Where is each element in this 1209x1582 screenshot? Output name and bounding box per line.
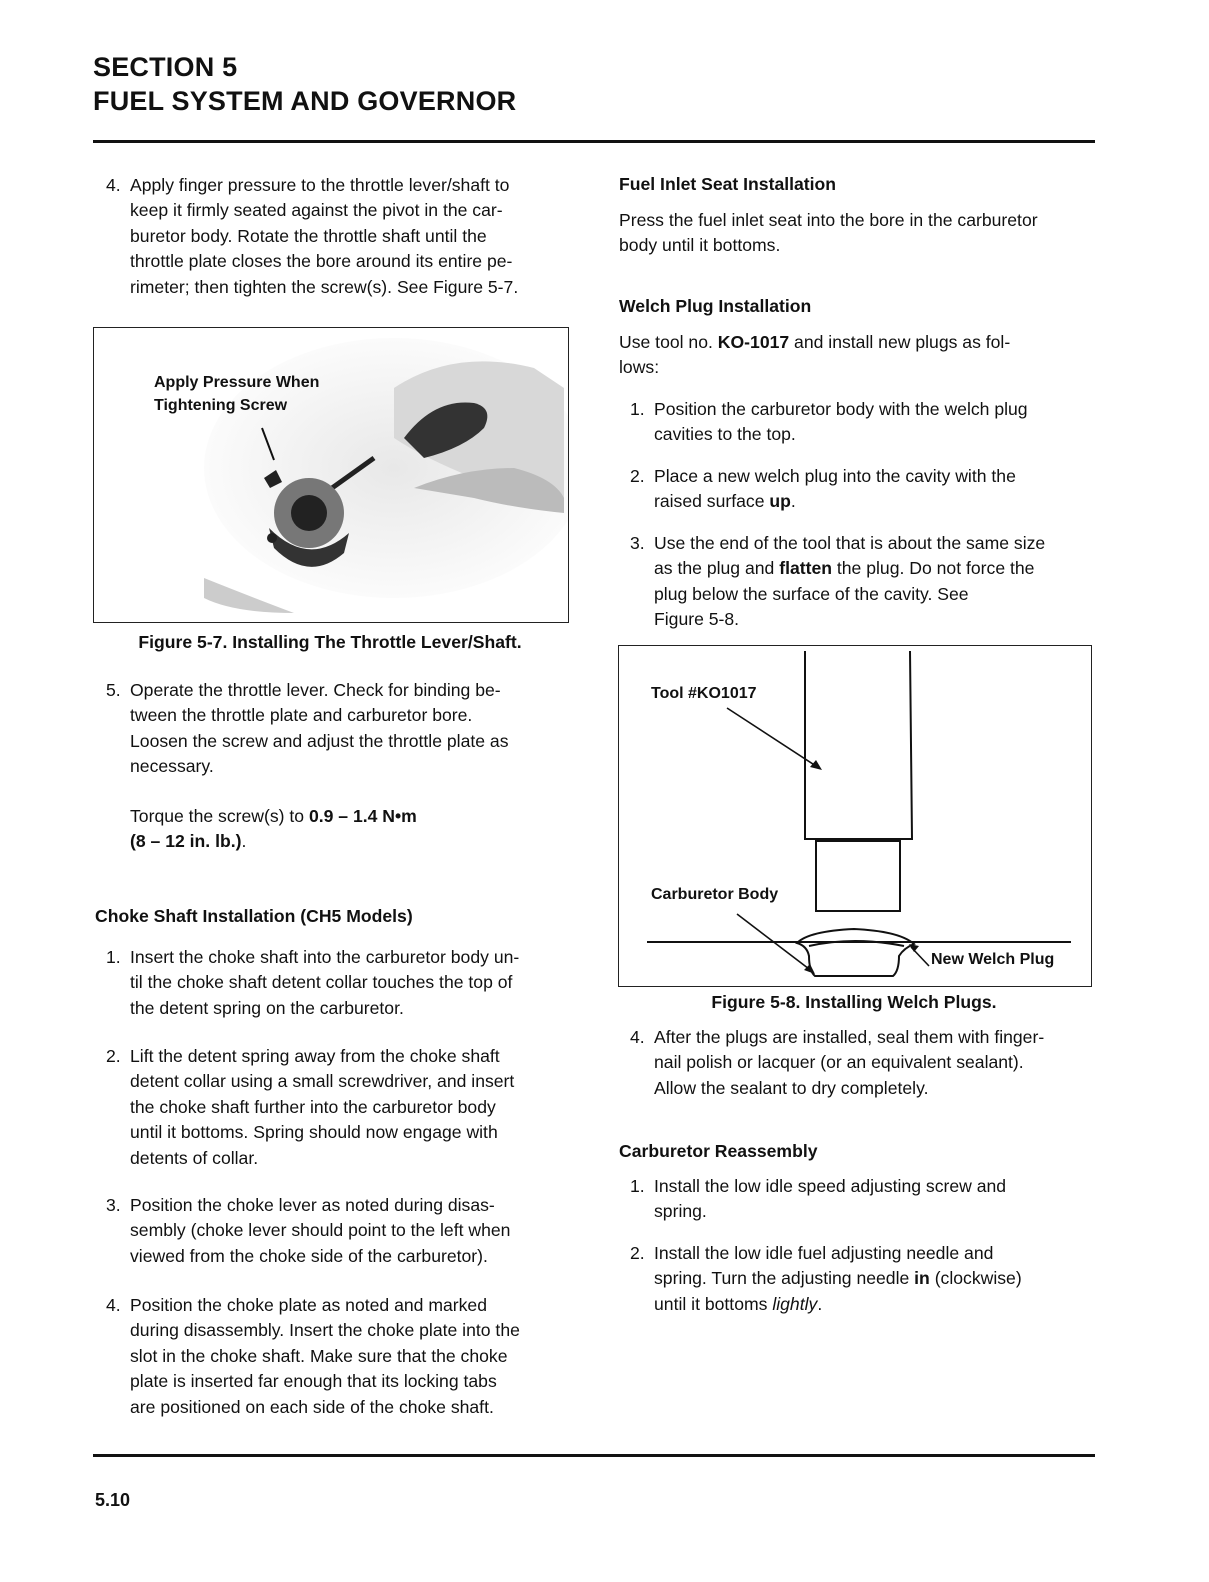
text: . [790,491,796,512]
text: and install new plugs as fol- [789,332,1011,352]
step-number: 1. [630,1176,645,1196]
text-line: Install the low idle speed adjusting screw and [654,1176,1007,1196]
text-line: detents of collar. [130,1147,259,1168]
text-line: tween the throttle plate and carburetor bore. [130,705,473,726]
tool-number: KO-1017 [717,332,790,352]
text-line: Lift the detent spring away from the choke shaft [130,1046,500,1066]
text-line: spring. [654,1201,707,1222]
step-number: 4. [106,1295,121,1315]
figure-5-8-caption: Figure 5-8. Installing Welch Plugs. [711,992,997,1012]
text: . [241,831,247,852]
reassembly-heading: Carburetor Reassembly [619,1141,818,1161]
text-line: during disassembly. Insert the choke plate into the [130,1320,520,1341]
text: . [817,1293,823,1314]
text-line: cavities to the top. [654,424,796,445]
text-line: Insert the choke shaft into the carburetor body un- [130,947,520,967]
page-number: 5.10 [95,1490,131,1510]
text: spring. Turn the adjusting needle [654,1268,915,1289]
emphasis: up [769,491,791,512]
carburetor-body-label: Carburetor Body [651,886,779,903]
text-line: Install the low idle fuel adjusting needle and [654,1243,994,1263]
text-line: viewed from the choke side of the carburetor). [130,1245,488,1266]
text-line: keep it firmly seated against the pivot in the car- [130,200,503,221]
step-number: 4. [106,175,121,195]
torque-value-nm: 0.9 – 1.4 N•m [308,806,417,826]
text-line: Press the fuel inlet seat into the bore in the carburetor [619,210,1038,230]
text-line: Position the carburetor body with the welch plug [654,399,1028,419]
tool-body [805,651,912,839]
step-number: 3. [630,533,645,553]
inlet-paragraph [619,208,1038,259]
welch-plug-label: New Welch Plug [931,951,1055,968]
figure-label-tightening-screw: Tightening Screw [154,397,288,414]
text: (clockwise) [929,1268,1022,1289]
step-number: 2. [630,466,645,486]
inlet-heading: Fuel Inlet Seat Installation [619,174,837,194]
footer-rule [93,1454,1095,1457]
text-line: Use the end of the tool that is about the same size [654,533,1046,553]
emphasis: in [914,1268,930,1289]
step-number: 2. [106,1046,121,1066]
text-line: nail polish or lacquer (or an equivalent sealant). [654,1052,1024,1073]
text-line: the detent spring on the carburetor. [130,997,404,1018]
torque-spec [130,804,417,855]
text: until it bottoms [654,1293,773,1314]
torque-value-inlb: (8 – 12 in. lb.) [130,831,242,852]
emphasis: flatten [779,558,832,579]
step-number: 4. [630,1027,645,1047]
header-rule [93,140,1095,143]
text: raised surface [654,491,770,512]
step-number: 3. [106,1195,121,1215]
text-line: til the choke shaft detent collar touches the top of [130,972,513,993]
welch-plug [797,929,914,976]
welch-heading: Welch Plug Installation [619,296,812,316]
step-number: 1. [106,947,121,967]
text-line: plug below the surface of the cavity. See [654,583,969,604]
text-line: lows: [619,357,660,378]
section-number: SECTION 5 [93,52,238,82]
figure-label-apply-pressure: Apply Pressure When [154,374,320,391]
text-line: Place a new welch plug into the cavity with the [654,466,1016,486]
text-line: rimeter; then tighten the screw(s). See Figure 5-7. [130,276,519,297]
text-line: Allow the sealant to dry completely. [654,1077,929,1098]
figure-5-8-diagram [618,645,1092,987]
text-line: slot in the choke shaft. Make sure that the choke [130,1345,508,1366]
text-line: sembly (choke lever should point to the left when [130,1220,511,1241]
welch-intro [619,330,1010,381]
text: as the plug and [654,558,780,579]
text-line: are positioned on each side of the choke shaft. [130,1396,494,1417]
text-line: Apply finger pressure to the throttle lever/shaft to [130,175,510,195]
figure-5-7-photo [93,327,569,623]
text: Use tool no. [619,332,718,352]
figure-5-7-caption: Figure 5-7. Installing The Throttle Lever/Shaft. [138,632,522,652]
text-line: body until it bottoms. [619,235,781,256]
step-number: 1. [630,399,645,419]
text-line: necessary. [130,756,214,777]
text: Torque the screw(s) to [130,806,309,826]
text-line: throttle plate closes the bore around its entire pe- [130,251,513,272]
text-line: the choke shaft further into the carburetor body [130,1096,496,1117]
text-line: Figure 5-8. [654,609,740,630]
text: the plug. Do not force the [832,558,1035,579]
step-number: 2. [630,1243,645,1263]
text-line: Operate the throttle lever. Check for binding be- [130,680,501,700]
tool-tip [816,841,900,911]
text-line: Position the choke lever as noted during disas- [130,1195,495,1215]
step-number: 5. [106,680,121,700]
text-line: detent collar using a small screwdriver, and insert [130,1071,515,1092]
section-title: FUEL SYSTEM AND GOVERNOR [93,86,517,116]
tool-label: Tool #KO1017 [651,685,757,702]
choke-heading: Choke Shaft Installation (CH5 Models) [95,906,413,926]
text-line: buretor body. Rotate the throttle shaft until the [130,225,487,246]
emphasis: lightly [772,1293,818,1314]
text-line: until it bottoms. Spring should now engage with [130,1122,498,1143]
text-line: After the plugs are installed, seal them with finger- [654,1027,1045,1047]
text-line: Position the choke plate as noted and marked [130,1295,487,1315]
text-line: plate is inserted far enough that its locking tabs [130,1371,497,1392]
text-line: Loosen the screw and adjust the throttle plate as [130,730,509,751]
